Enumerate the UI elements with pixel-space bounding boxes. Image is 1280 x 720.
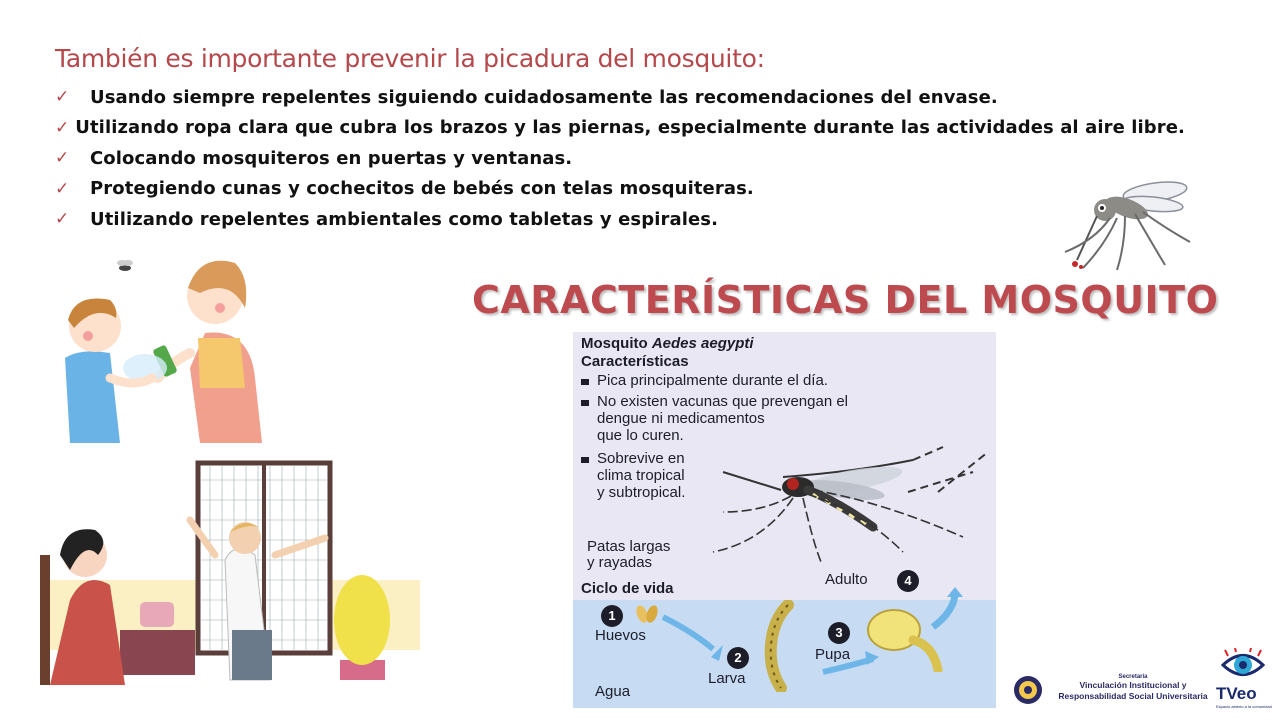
list-item (55, 113, 1185, 144)
list-item (55, 82, 1185, 113)
checkmark-icon: ✓ (55, 87, 70, 108)
tveo-logo-text: TVeo (1216, 684, 1257, 703)
tveo-tagline: Espacio abierto a la comunidad (1216, 704, 1272, 709)
logo-line-1: Vinculación Institucional y (1079, 680, 1187, 690)
bullet-square-icon (581, 400, 589, 406)
bullet-text: Protegiendo cunas y cochecitos de bebés con telas mosquiteras. (90, 178, 754, 200)
legs-label-line-1: Patas largas (587, 538, 671, 555)
main-title: CARACTERÍSTICAS DEL MOSQUITO (472, 278, 1219, 322)
list-item (55, 204, 1185, 235)
feature-2-line-3: que lo curen. (597, 427, 684, 444)
feature-1: Pica principalmente durante el día. (597, 372, 828, 389)
checkmark-icon: ✓ (55, 209, 70, 230)
feature-2-line-1: No existen vacunas que prevengan el (597, 393, 849, 410)
stage-number-3: 3 (828, 622, 850, 644)
feature-2-line-2: dengue ni medicamentos (597, 410, 765, 427)
vinculacion-logo-text (1048, 674, 1218, 702)
bullet-text: Usando siempre repelentes siguiendo cuidadosamente las recomendaciones del envase. (90, 86, 998, 108)
secretaria-label: Secretaría (1118, 674, 1148, 680)
bullet-text: Colocando mosquiteros en puertas y ventanas. (90, 147, 573, 169)
mother-child-repellent-illustration (40, 238, 290, 448)
feature-3-line-3: y subtropical. (597, 484, 686, 501)
legs-label-line-2: y rayadas (587, 554, 653, 571)
tveo-eye-icon (1220, 648, 1266, 682)
pupa-icon (858, 600, 948, 672)
bullet-text: Utilizando repelentes ambientales como tabletas y espirales. (90, 208, 719, 230)
stage-number-4: 4 (897, 570, 919, 592)
infographic-species: Aedes aegypti (651, 335, 754, 352)
lifecycle-title: Ciclo de vida (581, 580, 674, 597)
bullet-square-icon (581, 457, 589, 463)
stage-number-2: 2 (727, 647, 749, 669)
university-seal-icon (1012, 674, 1044, 706)
stage-number-1: 1 (601, 605, 623, 627)
list-item (55, 174, 1185, 205)
prevention-list (55, 82, 1185, 235)
stage-label-eggs: Huevos (595, 627, 646, 644)
intro-title: También es importante prevenir la picadura del mosquito: (55, 44, 765, 73)
bullet-text: Utilizando ropa clara que cubra los brazos y las piernas, especialmente durante las actividades al aire libre. (75, 117, 1185, 139)
feature-3-line-2: clima tropical (597, 467, 685, 484)
infographic-heading: Mosquito (581, 335, 648, 352)
water-label: Agua (595, 683, 631, 700)
stage-label-adult: Adulto (825, 571, 868, 588)
bullet-square-icon (581, 379, 589, 385)
logo-line-2: Responsabilidad Social Universitaria (1058, 691, 1208, 701)
stage-label-larva: Larva (708, 670, 746, 687)
mosquito-anatomy-illustration (703, 432, 996, 562)
feature-3-line-1: Sobrevive en (597, 450, 685, 467)
checkmark-icon: ✓ (55, 148, 70, 169)
checkmark-icon: ✓ (55, 117, 70, 138)
checkmark-icon: ✓ (55, 178, 70, 199)
mosquito-cartoon-illustration (1055, 170, 1195, 280)
infographic-subheading: Características (581, 353, 689, 370)
list-item (55, 143, 1185, 174)
stage-label-pupa: Pupa (815, 646, 851, 663)
aedes-aegypti-infographic (573, 332, 996, 708)
larva-icon (753, 600, 803, 692)
window-net-illustration (40, 460, 420, 695)
